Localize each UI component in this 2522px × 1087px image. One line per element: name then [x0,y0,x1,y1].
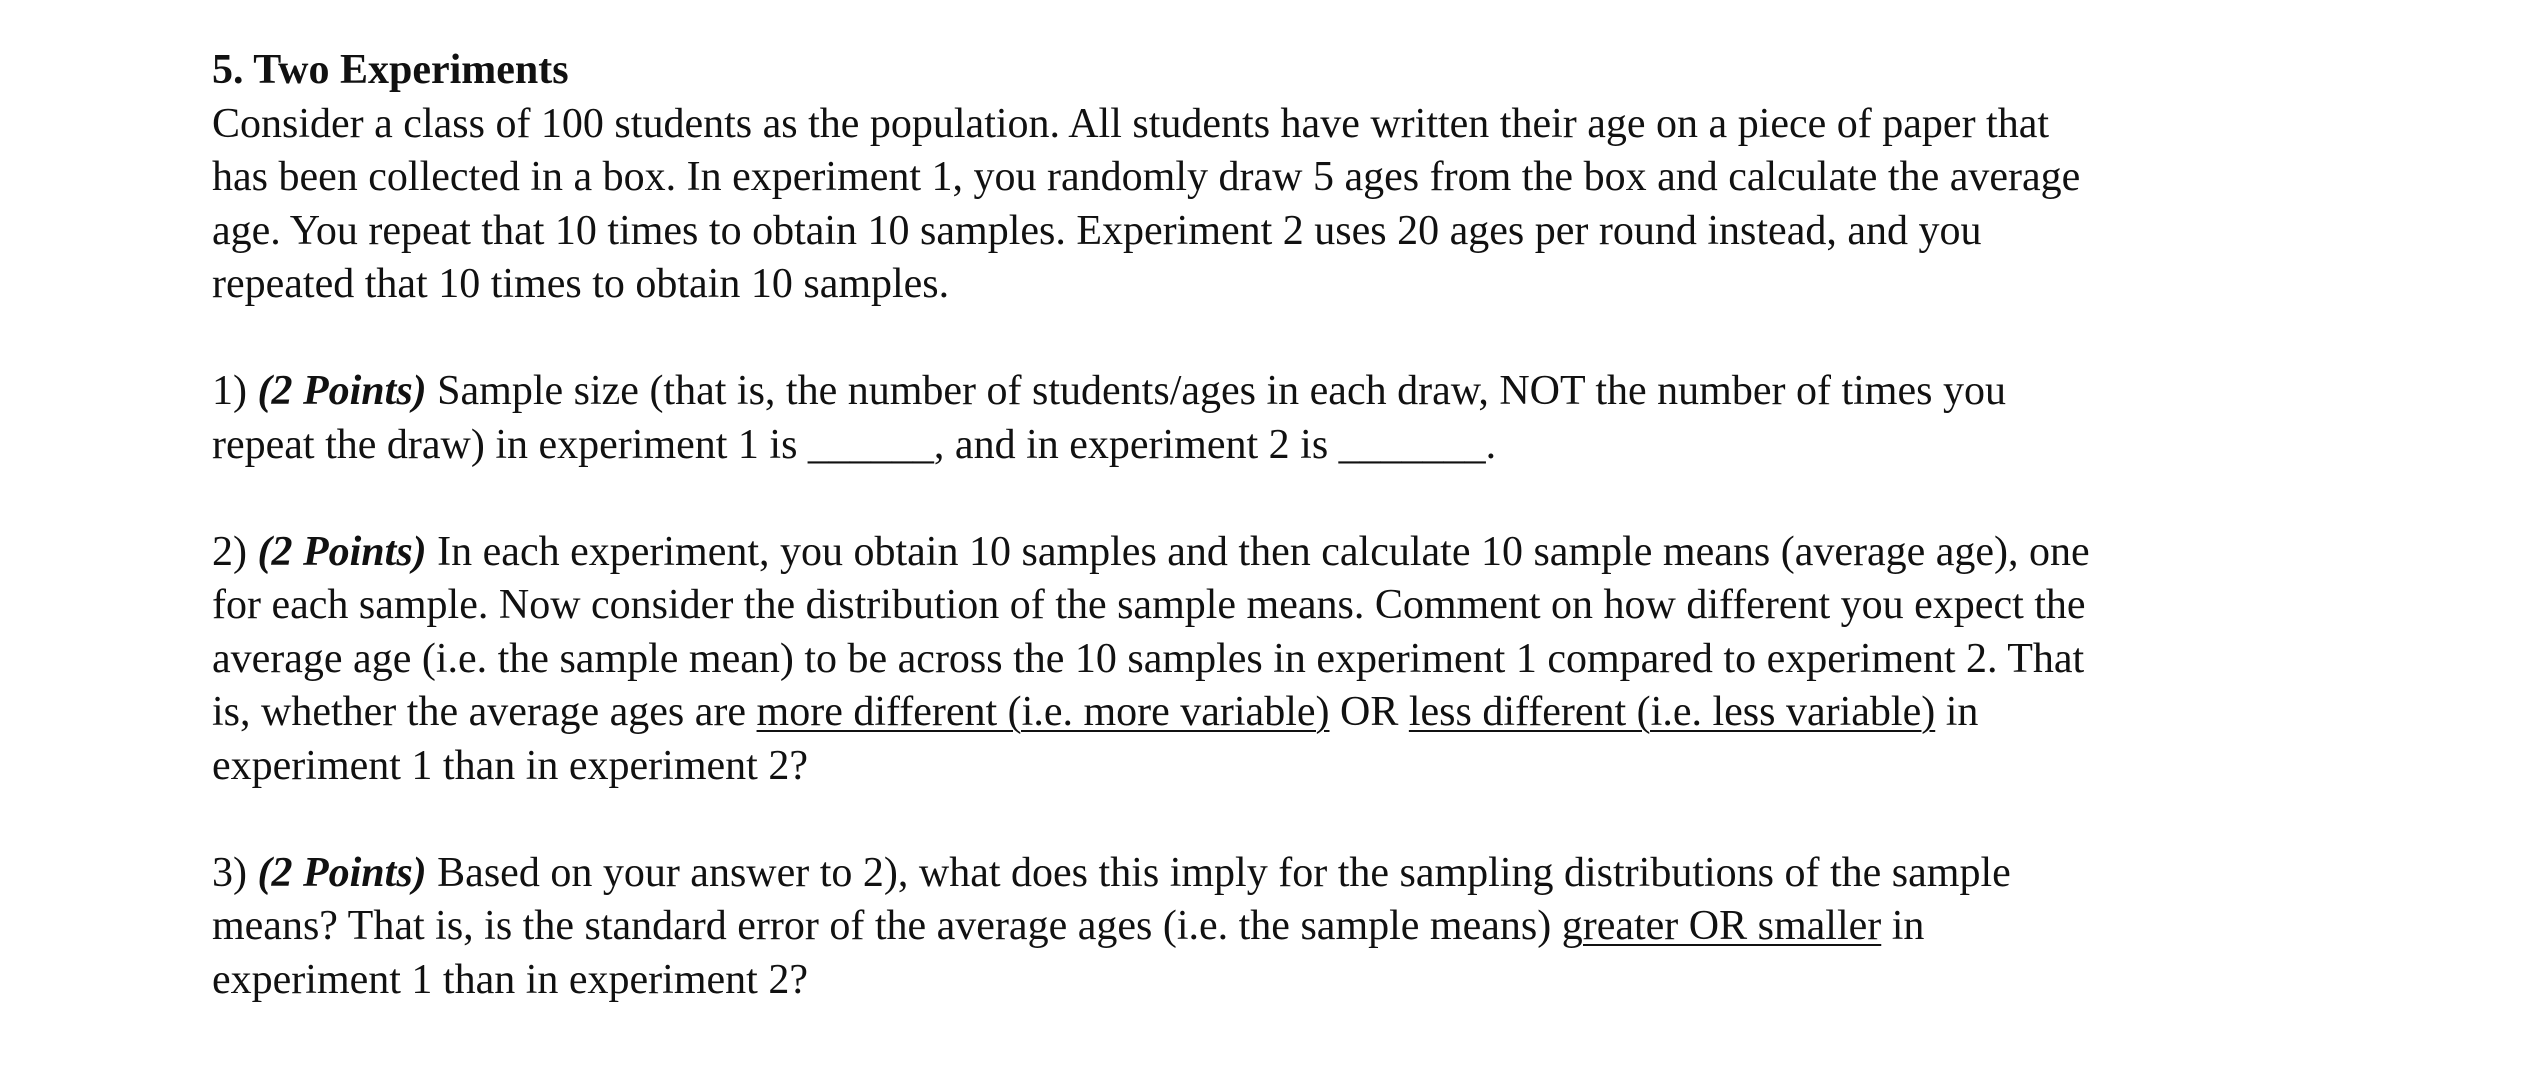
question-3-text: means? That is, is the standard error of the average ages (i.e. the sample means) [212,903,1562,949]
question-3-line [212,847,2352,901]
intro-line: repeated that 10 times to obtain 10 samples. [212,261,950,307]
question-2-line: average age (i.e. the sample mean) to be across the 10 samples in experiment 1 compared to experiment 2. That [212,635,2085,682]
document-page [212,44,2352,1007]
question-2-number: 2) [212,528,247,575]
underlined-option-greater-or-smaller: greater OR smaller [1561,903,1882,949]
question-3-text: Based on your answer to 2), what does this imply for the sampling distributions of the sample [426,849,2011,896]
underlined-option-more-different: more different (i.e. more variable) [756,689,1330,735]
question-2-text: in [1935,689,1979,735]
question-3-text: in [1881,903,1925,949]
question-2 [212,526,2352,794]
intro-line: age. You repeat that 10 times to obtain 10 samples. Experiment 2 uses 20 ages per round instead, and you [212,207,1982,254]
question-2-text: OR [1329,689,1409,735]
question-1-points: (2 Points) [257,368,427,414]
question-3-line [212,900,2352,954]
question-3-points: (2 Points) [257,849,427,896]
question-2-line [212,686,2352,740]
intro-paragraph [212,98,2352,312]
question-1-line: repeat the draw) in experiment 1 is ______, and in experiment 2 is _______. [212,421,1497,468]
question-3 [212,847,2352,1008]
question-2-line: for each sample. Now consider the distribution of the sample means. Comment on how different you expect the [212,582,2086,628]
question-2-text: In each experiment, you obtain 10 samples and then calculate 10 sample means (average age), one [426,528,2090,575]
question-1 [212,365,2352,472]
question-3-number: 3) [212,849,247,896]
question-1-number: 1) [212,368,247,414]
question-2-line [212,526,2352,580]
section-title: 5. Two Experiments [212,47,569,93]
question-2-line: experiment 1 than in experiment 2? [212,742,808,789]
underlined-option-less-different: less different (i.e. less variable) [1408,689,1936,735]
question-2-text: is, whether the average ages are [212,689,757,735]
question-1-text: Sample size (that is, the number of students/ages in each draw, NOT the number of times you [426,368,2006,414]
question-3-line: experiment 1 than in experiment 2? [212,956,808,1003]
question-2-points: (2 Points) [257,528,427,575]
intro-line: Consider a class of 100 students as the population. All students have written their age on a piece of paper that [212,100,2050,147]
question-1-line [212,365,2352,419]
intro-line: has been collected in a box. In experiment 1, you randomly draw 5 ages from the box and calculate the average [212,154,2081,200]
